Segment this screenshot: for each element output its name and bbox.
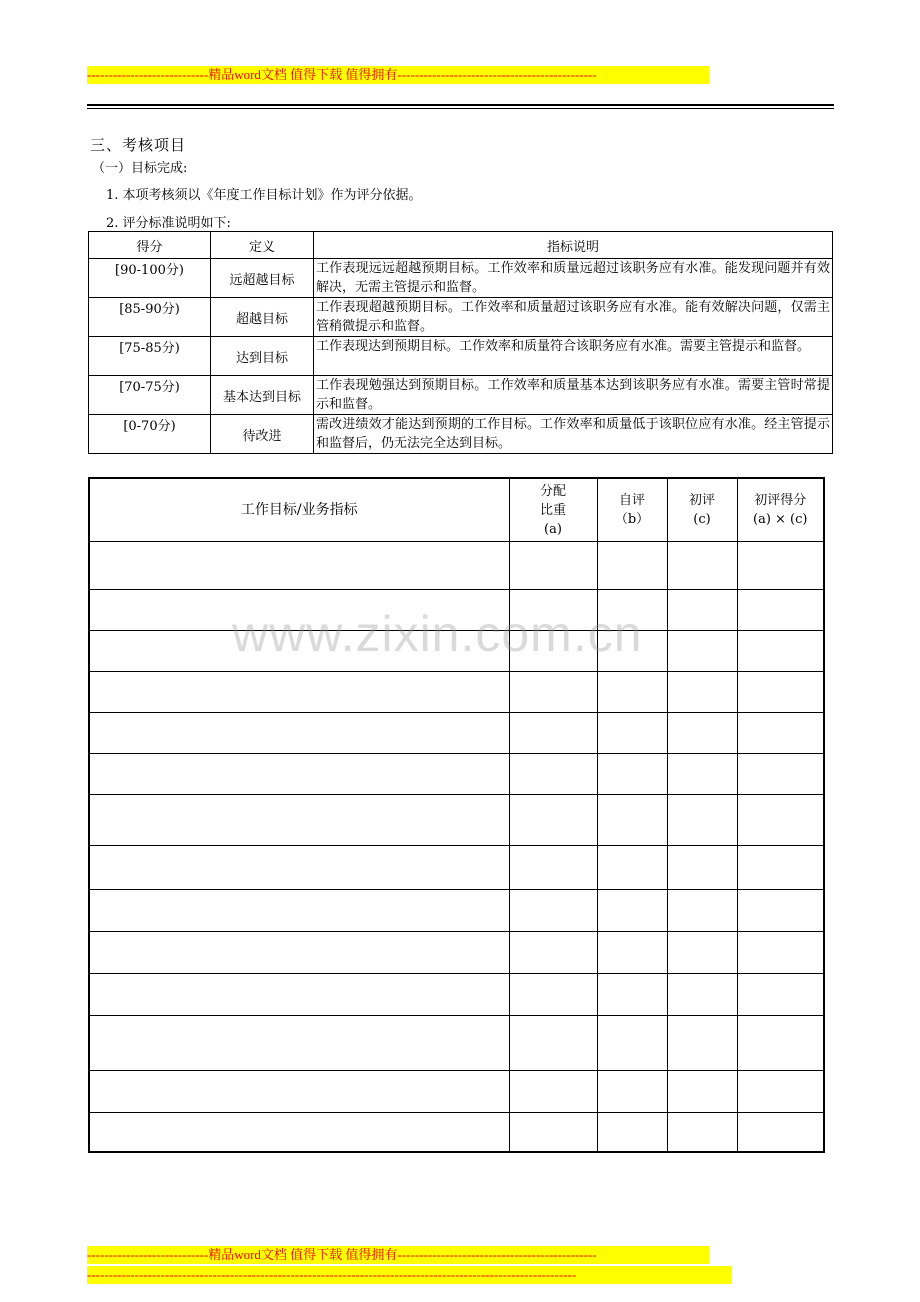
weight-cell[interactable]: [509, 890, 597, 932]
description: 需改进绩效才能达到预期的工作目标。工作效率和质量低于该职位应有水准。经主管提示和监督后，仍无法完全达到目标。: [314, 415, 833, 454]
initial-score-cell[interactable]: [737, 1071, 824, 1113]
goal-cell[interactable]: [89, 932, 509, 974]
header-rule: [87, 104, 834, 106]
section-subheading: （一）目标完成:: [92, 161, 188, 176]
header-initial-line: 初评: [688, 493, 715, 508]
header-score-line: 初评得分: [754, 493, 807, 508]
goal-cell[interactable]: [89, 713, 509, 754]
initial-review-cell[interactable]: [667, 713, 737, 754]
weight-cell[interactable]: [509, 846, 597, 890]
header-description: 指标说明: [314, 232, 833, 259]
initial-score-cell[interactable]: [737, 846, 824, 890]
goal-cell[interactable]: [89, 974, 509, 1016]
goal-cell[interactable]: [89, 795, 509, 846]
goal-row: [89, 932, 824, 974]
goal-row: [89, 795, 824, 846]
self-review-cell[interactable]: [597, 713, 667, 754]
header-rule-thin: [87, 108, 834, 109]
goal-cell[interactable]: [89, 1071, 509, 1113]
self-review-cell[interactable]: [597, 846, 667, 890]
self-review-cell[interactable]: [597, 795, 667, 846]
header-initial-score: [737, 478, 824, 542]
goal-cell[interactable]: [89, 672, 509, 713]
criteria-row: [89, 298, 833, 337]
weight-cell[interactable]: [509, 542, 597, 590]
weight-cell[interactable]: [509, 932, 597, 974]
score-range: [90-100分): [89, 259, 211, 298]
initial-review-cell[interactable]: [667, 631, 737, 672]
header-self-line: （b）: [614, 512, 650, 527]
description: 工作表现勉强达到预期目标。工作效率和质量基本达到该职务应有水准。需要主管时常提示和监督。: [314, 376, 833, 415]
weight-cell[interactable]: [509, 1113, 597, 1152]
initial-score-cell[interactable]: [737, 542, 824, 590]
initial-score-cell[interactable]: [737, 590, 824, 631]
weight-cell[interactable]: [509, 795, 597, 846]
weight-cell[interactable]: [509, 754, 597, 795]
goal-row: [89, 754, 824, 795]
goal-cell[interactable]: [89, 542, 509, 590]
header-initial-review: [667, 478, 737, 542]
goal-assessment-table: [88, 477, 825, 1153]
self-review-cell[interactable]: [597, 1016, 667, 1071]
goal-row: [89, 713, 824, 754]
goal-cell[interactable]: [89, 890, 509, 932]
initial-review-cell[interactable]: [667, 590, 737, 631]
initial-score-cell[interactable]: [737, 713, 824, 754]
definition: 超越目标: [211, 298, 314, 337]
header-weight-line: 比重: [539, 502, 566, 518]
initial-score-cell[interactable]: [737, 631, 824, 672]
header-score: 得分: [89, 232, 211, 259]
bottom-banner: ----------------------------精品word文档 值得下载 值得拥有----------------------------------------------: [87, 1246, 709, 1264]
weight-cell[interactable]: [509, 1071, 597, 1113]
criteria-row: [89, 415, 833, 454]
initial-score-cell[interactable]: [737, 672, 824, 713]
goal-cell[interactable]: [89, 1113, 509, 1152]
weight-cell[interactable]: [509, 713, 597, 754]
criteria-row: [89, 376, 833, 415]
definition: 基本达到目标: [211, 376, 314, 415]
initial-score-cell[interactable]: [737, 932, 824, 974]
header-goal: 工作目标/业务指标: [89, 478, 509, 542]
self-review-cell[interactable]: [597, 1071, 667, 1113]
section-heading: 三、考核项目: [90, 136, 187, 154]
score-range: [85-90分): [89, 298, 211, 337]
initial-review-cell[interactable]: [667, 672, 737, 713]
score-range: [0-70分): [89, 415, 211, 454]
header-weight-line: (a): [544, 521, 562, 537]
top-banner: ----------------------------精品word文档 值得下载 值得拥有----------------------------------------------: [87, 66, 709, 84]
initial-review-cell[interactable]: [667, 890, 737, 932]
self-review-cell[interactable]: [597, 1113, 667, 1152]
definition: 达到目标: [211, 337, 314, 376]
goal-cell[interactable]: [89, 1016, 509, 1071]
self-review-cell[interactable]: [597, 672, 667, 713]
weight-cell[interactable]: [509, 672, 597, 713]
self-review-cell[interactable]: [597, 890, 667, 932]
criteria-row: [89, 337, 833, 376]
initial-review-cell[interactable]: [667, 932, 737, 974]
goal-row: [89, 542, 824, 590]
goal-cell[interactable]: [89, 754, 509, 795]
goal-row: [89, 1016, 824, 1071]
initial-score-cell[interactable]: [737, 754, 824, 795]
initial-review-cell[interactable]: [667, 1071, 737, 1113]
criteria-row: [89, 259, 833, 298]
initial-review-cell[interactable]: [667, 1016, 737, 1071]
header-weight-line: 分配: [539, 483, 566, 499]
header-initial-line: (c): [693, 512, 711, 527]
initial-score-cell[interactable]: [737, 1113, 824, 1152]
initial-review-cell[interactable]: [667, 795, 737, 846]
header-definition: 定义: [211, 232, 314, 259]
definition: 远超越目标: [211, 259, 314, 298]
scoring-criteria-table: [88, 231, 833, 454]
goal-row: [89, 1071, 824, 1113]
header-weight: [509, 478, 597, 542]
instruction-line-2: 2. 评分标准说明如下:: [106, 216, 231, 231]
initial-score-cell[interactable]: [737, 890, 824, 932]
goal-row: [89, 1113, 824, 1152]
description: 工作表现达到预期目标。工作效率和质量符合该职务应有水准。需要主管提示和监督。: [314, 337, 833, 376]
score-range: [75-85分): [89, 337, 211, 376]
bottom-banner-dashes: -----------------------------------------------------------------------------------------------------------------: [87, 1266, 732, 1284]
goal-row: [89, 890, 824, 932]
weight-cell[interactable]: [509, 974, 597, 1016]
description: 工作表现超越预期目标。工作效率和质量超过该职务应有水准。能有效解决问题，仅需主管稍微提示和监督。: [314, 298, 833, 337]
description: 工作表现远远超越预期目标。工作效率和质量远超过该职务应有水准。能发现问题并有效解决，无需主管提示和监督。: [314, 259, 833, 298]
initial-review-cell[interactable]: [667, 754, 737, 795]
header-self-line: 自评: [618, 493, 645, 508]
initial-review-cell[interactable]: [667, 974, 737, 1016]
goal-cell[interactable]: [89, 846, 509, 890]
initial-score-cell[interactable]: [737, 974, 824, 1016]
score-range: [70-75分): [89, 376, 211, 415]
instruction-line-1: 1. 本项考核须以《年度工作目标计划》作为评分依据。: [106, 188, 422, 203]
header-self-review: [597, 478, 667, 542]
initial-score-cell[interactable]: [737, 1016, 824, 1071]
initial-review-cell[interactable]: [667, 846, 737, 890]
goal-row: [89, 672, 824, 713]
definition: 待改进: [211, 415, 314, 454]
watermark: www.zixin.com.cn: [232, 606, 643, 662]
goal-row: [89, 974, 824, 1016]
self-review-cell[interactable]: [597, 932, 667, 974]
self-review-cell[interactable]: [597, 542, 667, 590]
goal-row: [89, 846, 824, 890]
initial-score-cell[interactable]: [737, 795, 824, 846]
initial-review-cell[interactable]: [667, 542, 737, 590]
header-score-line: (a) × (c): [753, 512, 808, 527]
weight-cell[interactable]: [509, 1016, 597, 1071]
self-review-cell[interactable]: [597, 974, 667, 1016]
self-review-cell[interactable]: [597, 754, 667, 795]
initial-review-cell[interactable]: [667, 1113, 737, 1152]
